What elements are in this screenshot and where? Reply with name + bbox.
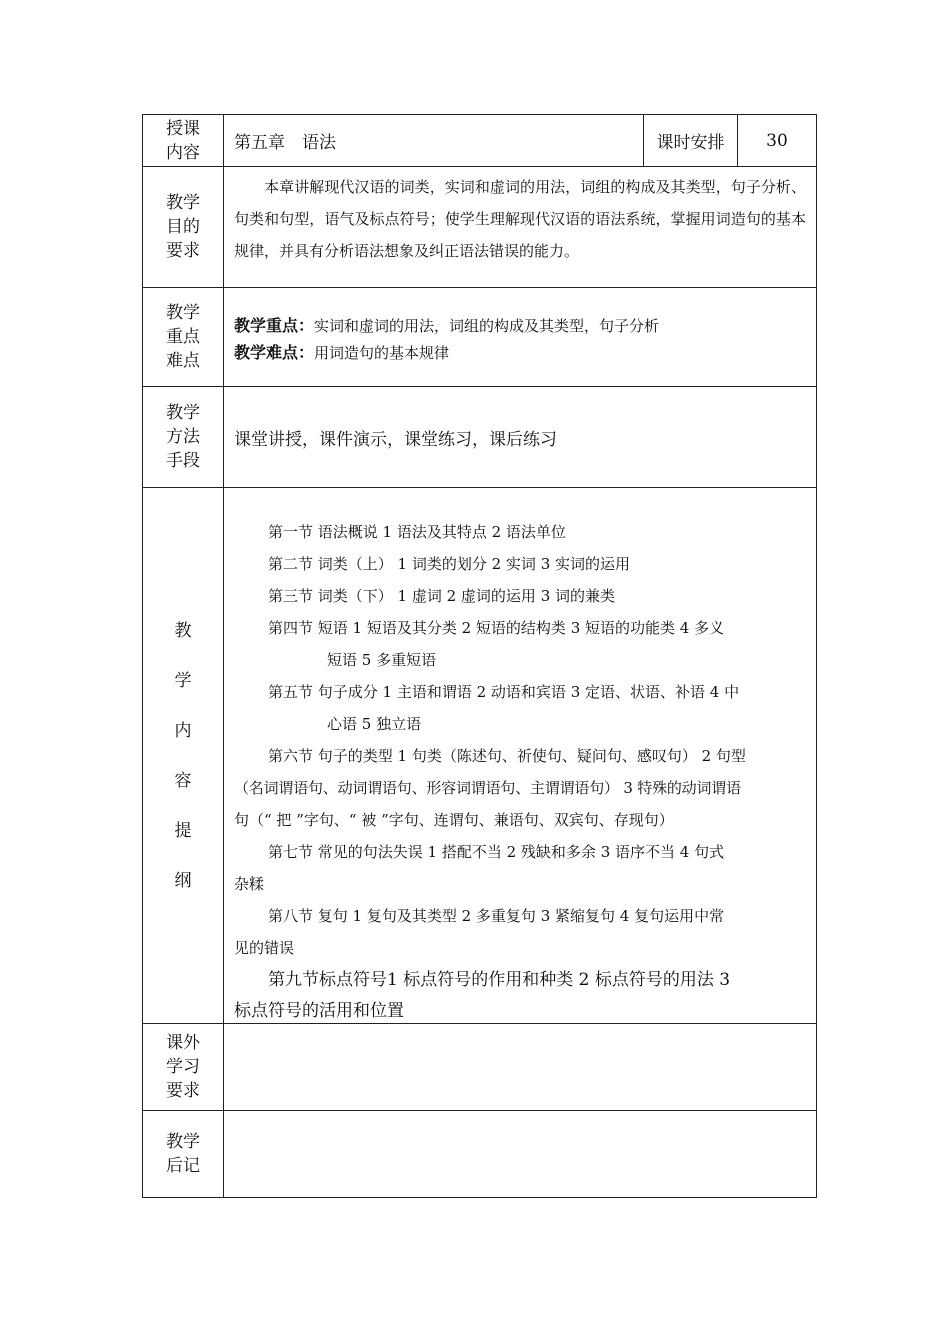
label-line: 学 <box>174 670 192 691</box>
label-line: 教 <box>174 620 192 641</box>
label-line: 纲 <box>174 870 192 891</box>
label-teaching-methods <box>143 387 224 487</box>
label-postscript <box>143 1111 224 1197</box>
outline-line: 见的错误 <box>234 939 295 957</box>
outline-line: 第七节 常见的句法失误 1 搭配不当 2 残缺和多余 3 语序不当 4 句式 <box>268 843 725 861</box>
outline-line: 第一节 语法概说 1 语法及其特点 2 语法单位 <box>268 523 566 541</box>
outline-line: 心语 5 独立语 <box>327 715 422 733</box>
label-line: 方法 <box>166 427 200 447</box>
postscript-content <box>224 1111 816 1197</box>
label-line: 授课 <box>166 118 200 139</box>
label-line: 内容 <box>166 142 200 163</box>
methods-content <box>224 387 816 487</box>
label-course-content <box>143 115 224 166</box>
row-key-points <box>143 288 816 387</box>
label-line: 手段 <box>166 451 200 471</box>
label-line: 教学 <box>166 303 200 323</box>
row-teaching-objectives <box>143 167 816 288</box>
outline-line: 标点符号的活用和位置 <box>234 1001 404 1021</box>
objectives-text: 本章讲解现代汉语的词类，实词和虚词的用法，词组的构成及其类型，句子分析、句类和句型，语气及标点符号；使学生理解现代汉语的语法系统，掌握用词造句的基本规律，并具有分析语法想象及纠正语法错误的能力。 <box>234 178 806 260</box>
objectives-content <box>224 167 816 287</box>
outline-line: 第四节 短语 1 短语及其分类 2 短语的结构类 3 短语的功能类 4 多义 <box>268 619 725 637</box>
label-line: 教学 <box>166 403 200 423</box>
outline-line: 第五节 句子成分 1 主语和谓语 2 动语和宾语 3 定语、状语、补语 4 中 <box>268 683 740 701</box>
label-line: 要求 <box>166 1081 200 1101</box>
outline-line: 句（“ 把 ”字句、“ 被 ”字句、连谓句、兼语句、双宾句、存现句） <box>234 811 674 829</box>
difficulty-line <box>234 341 806 365</box>
row-postscript <box>143 1111 816 1197</box>
label-extracurricular <box>143 1024 224 1110</box>
outline-line: 第九节标点符号1 标点符号的作用和种类 2 标点符号的用法 3 <box>268 970 731 990</box>
row-content-outline <box>143 488 816 1024</box>
outline-line: 第八节 复句 1 复句及其类型 2 多重复句 3 紧缩复句 4 复句运用中常 <box>268 907 725 925</box>
label-line: 后记 <box>166 1156 200 1176</box>
outline-line: 第三节 词类（下） 1 虚词 2 虚词的运用 3 词的兼类 <box>268 587 616 605</box>
label-line: 学习 <box>166 1057 200 1077</box>
hours-value-cell <box>738 115 816 166</box>
focus-line <box>234 311 806 341</box>
label-line: 难点 <box>166 351 200 371</box>
hours-label: 课时安排 <box>656 133 725 153</box>
label-line: 容 <box>174 770 192 791</box>
outline-line: 杂糅 <box>234 875 265 893</box>
outline-line: 第二节 词类（上） 1 词类的划分 2 实词 3 实词的运用 <box>268 555 631 573</box>
row-course-content <box>143 115 816 167</box>
key-points-content <box>224 288 816 386</box>
label-teaching-objectives <box>143 167 224 287</box>
outline-line: 第六节 句子的类型 1 句类（陈述句、祈使句、疑问句、感叹句） 2 句型 <box>268 747 746 765</box>
label-line: 重点 <box>166 327 200 347</box>
label-line: 要求 <box>166 241 200 261</box>
row-extracurricular <box>143 1024 816 1111</box>
label-line: 教学 <box>166 193 200 213</box>
hours-label-cell <box>644 115 738 166</box>
label-line: 提 <box>174 820 192 841</box>
label-line: 目的 <box>166 217 200 237</box>
label-key-points <box>143 288 224 386</box>
focus-text: 实词和虚词的用法，词组的构成及其类型，句子分析 <box>314 317 660 335</box>
chapter-cell <box>224 115 644 166</box>
label-content-outline <box>143 488 224 1023</box>
outline-content <box>224 488 816 1023</box>
label-line: 教学 <box>166 1132 200 1152</box>
chapter-title: 第五章 语法 <box>234 133 336 153</box>
label-line: 内 <box>174 720 192 741</box>
extracurricular-content <box>224 1024 816 1110</box>
label-line: 课外 <box>166 1033 200 1053</box>
row-teaching-methods <box>143 387 816 488</box>
hours-value: 30 <box>766 130 788 151</box>
focus-label: 教学重点： <box>234 316 315 335</box>
outline-line: （名词谓语句、动词谓语句、形容词谓语句、主谓谓语句） 3 特殊的动词谓语 <box>234 779 741 797</box>
lesson-plan-table <box>142 114 817 1198</box>
difficulty-text: 用词造句的基本规律 <box>314 344 450 362</box>
difficulty-label: 教学难点： <box>234 343 315 362</box>
methods-text: 课堂讲授，课件演示，课堂练习，课后练习 <box>234 429 557 450</box>
outline-line: 短语 5 多重短语 <box>327 651 437 669</box>
